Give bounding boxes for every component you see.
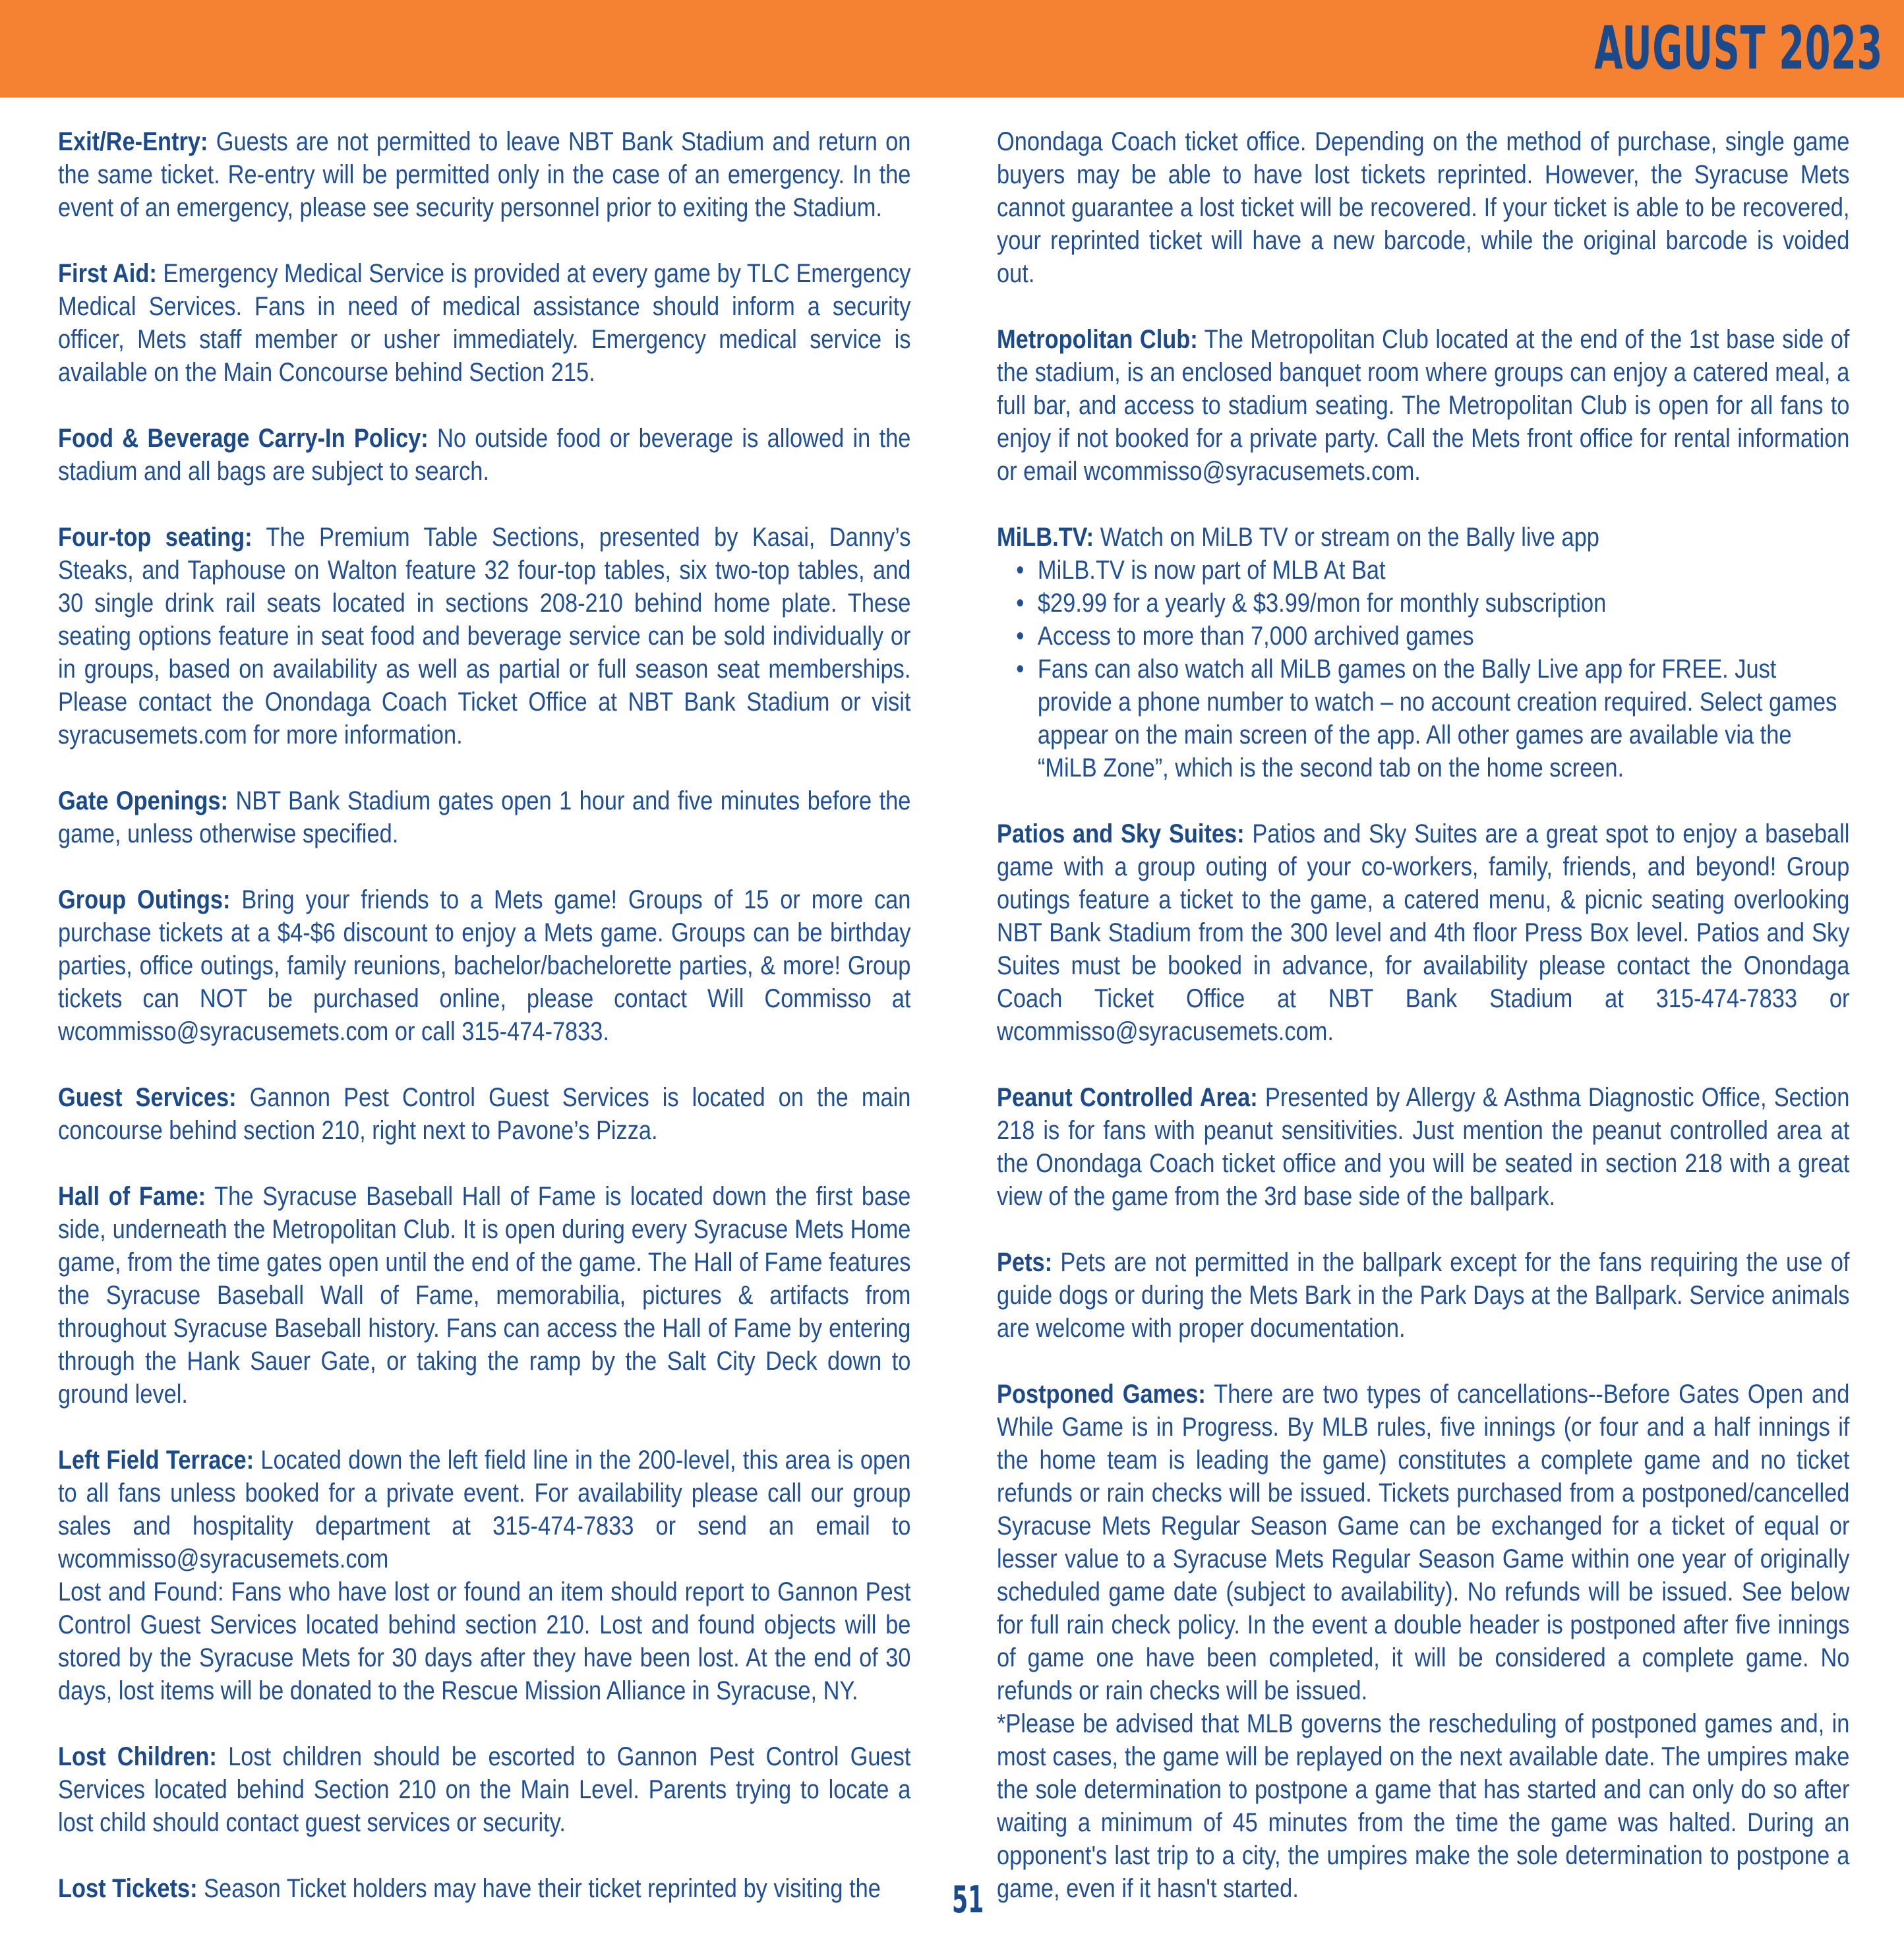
entry-text: There are two types of cancellations--Before Gates Open and While Game is in Progress. By MLB rules, five innings (or four and a half innings if the home team is leading the game) constitutes a complete game and no ticket refunds or rain checks will be issued. Tickets purchased from a postponed/cancelled Syracuse Mets Regular Season Game can be exchanged for a ticket of equal or lesser value to a Syracuse Mets Regular Season Game within one year of originally scheduled game date (subject to availability). No refunds will be issued. See below for full rain check policy. In the event a double header is postponed after five innings of game one have been completed, it will be considered a complete game. No refunds or rain checks will be issued.	[997, 1380, 1850, 1705]
entry-text: The Premium Table Sections, presented by Kasai, Danny’s Steaks, and Taphouse on Walton feature 32 four-top tables, six two-top tables, and 30 single drink rail seats located in sections 208-210 behind home plate. These seating options feature in seat food and beverage service can be sold individually or in groups, based on availability as well as partial or full season seat memberships. Please contact the Onondaga Coach Ticket Office at NBT Bank Stadium or visit syracusemets.com for more information.	[58, 523, 911, 749]
entry-term: MiLB.TV:	[997, 523, 1094, 552]
exit-reentry-entry	[58, 125, 910, 224]
milbtv-entry	[997, 521, 1849, 554]
entry-term: Lost Children:	[58, 1742, 217, 1771]
entry-text: No outside food or beverage is allowed in the stadium and all bags are subject to search.	[58, 424, 911, 486]
entry-text: The Syracuse Baseball Hall of Fame is located down the first base side, underneath the Metropolitan Club. It is open during every Syracuse Mets Home game, from the time gates open until the end of the game. The Hall of Fame features the Syracuse Baseball Wall of Fame, memorabilia, pictures & artifacts from throughout Syracuse Baseball history. Fans can access the Hall of Fame by entering through the Hank Sauer Gate, or taking the ramp by the Salt City Deck down to ground level.	[58, 1182, 911, 1409]
rescheduling-advisory	[997, 1707, 1849, 1905]
entry-text: Presented by Allergy & Asthma Diagnostic Office, Section 218 is for fans with peanut sensitivities. Just mention the peanut controlled area at the Onondaga Coach ticket office and you will be seated in section 218 with a great view of the game from the 3rd base side of the ballpark.	[997, 1083, 1850, 1211]
entry-term: Pets:	[997, 1248, 1053, 1277]
entry-text: Located down the left field line in the 200-level, this area is open to all fans unless booked for a private event. For availability please call our group sales and hospitality department at 315-474-7833 or send an email to wcommisso@syracusemets.com	[58, 1446, 911, 1573]
patios-sky-suites-entry	[997, 817, 1849, 1048]
entry-text: The Metropolitan Club located at the end of the 1st base side of the stadium, is an enclosed banquet room where groups can enjoy a catered meal, a full bar, and access to stadium seating. The Metropolitan Club is open for all fans to enjoy if not booked for a private party. Call the Mets front office for rental information or email wcommisso@syracusemets.com.	[997, 325, 1850, 486]
list-item: • Access to more than 7,000 archived games	[1038, 620, 1850, 653]
entry-text: NBT Bank Stadium gates open 1 hour and five minutes before the game, unless otherwise specified.	[58, 786, 911, 848]
entry-text: *Please be advised that MLB governs the rescheduling of postponed games and, in most cases, the game will be replayed on the next available date. The umpires make the sole determination to postpone a game that has started and can only do so after waiting a minimum of 45 minutes from the time the game was halted. During an opponent's last trip to a city, the umpires make the sole determination to postpone a game, even if it hasn't started.	[997, 1709, 1850, 1903]
entry-term: First Aid:	[58, 259, 157, 288]
entry-term: Food & Beverage Carry-In Policy:	[58, 424, 429, 453]
milbtv-bullet-list	[997, 554, 1849, 784]
left-column	[58, 125, 910, 1938]
entry-term: Hall of Fame:	[58, 1182, 206, 1211]
entry-text: Lost children should be escorted to Gannon Pest Control Guest Services located behind Section 210 on the Main Level. Parents trying to locate a lost child should contact guest services or security.	[58, 1742, 911, 1837]
list-item: • Fans can also watch all MiLB games on the Bally Live app for FREE. Just provide a phone number to watch – no account creation required. Select games appear on the main screen of the app. All other games are available via the “MiLB Zone”, which is the second tab on the home screen.	[1038, 653, 1850, 784]
entry-text: Lost and Found: Fans who have lost or found an item should report to Gannon Pest Control Guest Services located behind section 210. Lost and found objects will be stored by the Syracuse Mets for 30 days after they have been lost. At the end of 30 days, lost items will be donated to the Rescue Mission Alliance in Syracuse, NY.	[58, 1577, 911, 1705]
lost-tickets-continued	[997, 125, 1849, 290]
entry-term: Postponed Games:	[997, 1380, 1206, 1409]
entry-text: Watch on MiLB TV or stream on the Bally live app	[1094, 523, 1599, 552]
four-top-seating-entry	[58, 521, 910, 751]
entry-term: Patios and Sky Suites:	[997, 819, 1245, 848]
first-aid-entry	[58, 257, 910, 389]
right-column	[997, 125, 1849, 1938]
entry-term: Peanut Controlled Area:	[997, 1083, 1258, 1112]
entry-text: Emergency Medical Service is provided at every game by TLC Emergency Medical Services. Fans in need of medical assistance should inform a security officer, Mets staff member or usher immediately. Emergency medical service is available on the Main Concourse behind Section 215.	[58, 259, 911, 387]
entry-text: Gannon Pest Control Guest Services is located on the main concourse behind section 210, right next to Pavone’s Pizza.	[58, 1083, 911, 1145]
pets-entry	[997, 1246, 1849, 1345]
metropolitan-club-entry	[997, 323, 1849, 488]
entry-term: Group Outings:	[58, 885, 231, 914]
guest-services-entry	[58, 1081, 910, 1147]
group-outings-entry	[58, 883, 910, 1048]
entry-term: Gate Openings:	[58, 786, 228, 815]
food-beverage-entry	[58, 422, 910, 488]
gate-openings-entry	[58, 784, 910, 850]
postponed-games-entry	[997, 1378, 1849, 1707]
lost-tickets-entry	[58, 1872, 910, 1905]
entry-text: Bring your friends to a Mets game! Groups of 15 or more can purchase tickets at a $4-$6 discount to enjoy a Mets game. Groups can be birthday parties, office outings, family reunions, bachelor/bachelorette parties, & more! Group tickets can NOT be purchased online, please contact Will Commisso at wcommisso@syracusemets.com or call 315-474-7833.	[58, 885, 911, 1046]
hall-of-fame-entry	[58, 1180, 910, 1411]
entry-term: Exit/Re-Entry:	[58, 127, 208, 156]
entry-text: Pets are not permitted in the ballpark except for the fans requiring the use of guide dogs or during the Mets Bark in the Park Days at the Ballpark. Service animals are welcome with proper documentation.	[997, 1248, 1850, 1343]
entry-term: Guest Services:	[58, 1083, 237, 1112]
entry-text: Onondaga Coach ticket office. Depending on the method of purchase, single game buyers may be able to have lost tickets reprinted. However, the Syracuse Mets cannot guarantee a lost ticket will be recovered. If your ticket is able to be recovered, your reprinted ticket will have a new barcode, while the original barcode is voided out.	[997, 127, 1850, 288]
entry-term: Metropolitan Club:	[997, 325, 1198, 354]
list-item: • $29.99 for a yearly & $3.99/mon for monthly subscription	[1038, 587, 1850, 620]
entry-term: Lost Tickets:	[58, 1874, 198, 1903]
list-item: • MiLB.TV is now part of MLB At Bat	[1038, 554, 1850, 587]
lost-and-found-entry	[58, 1575, 910, 1707]
entry-term: Left Field Terrace:	[58, 1446, 254, 1475]
issue-date-title: AUGUST 2023	[1594, 14, 1883, 83]
entry-text: Patios and Sky Suites are a great spot to enjoy a baseball game with a group outing of your co-workers, family, friends, and beyond! Group outings feature a ticket to the game, a catered menu, & picnic seating overlooking NBT Bank Stadium from the 300 level and 4th floor Press Box level. Patios and Sky Suites must be booked in advance, for availability please contact the Onondaga Coach Ticket Office at NBT Bank Stadium at 315-474-7833 or wcommisso@syracusemets.com.	[997, 819, 1850, 1046]
peanut-controlled-area-entry	[997, 1081, 1849, 1213]
lost-children-entry	[58, 1740, 910, 1839]
entry-text: Guests are not permitted to leave NBT Bank Stadium and return on the same ticket. Re-entry will be permitted only in the case of an emergency. In the event of an emergency, please see security personnel prior to exiting the Stadium.	[58, 127, 911, 222]
left-field-terrace-entry	[58, 1444, 910, 1575]
entry-term: Four-top seating:	[58, 523, 253, 552]
page-number: 51	[952, 1879, 984, 1922]
entry-text: Season Ticket holders may have their ticket reprinted by visiting the	[197, 1874, 881, 1903]
